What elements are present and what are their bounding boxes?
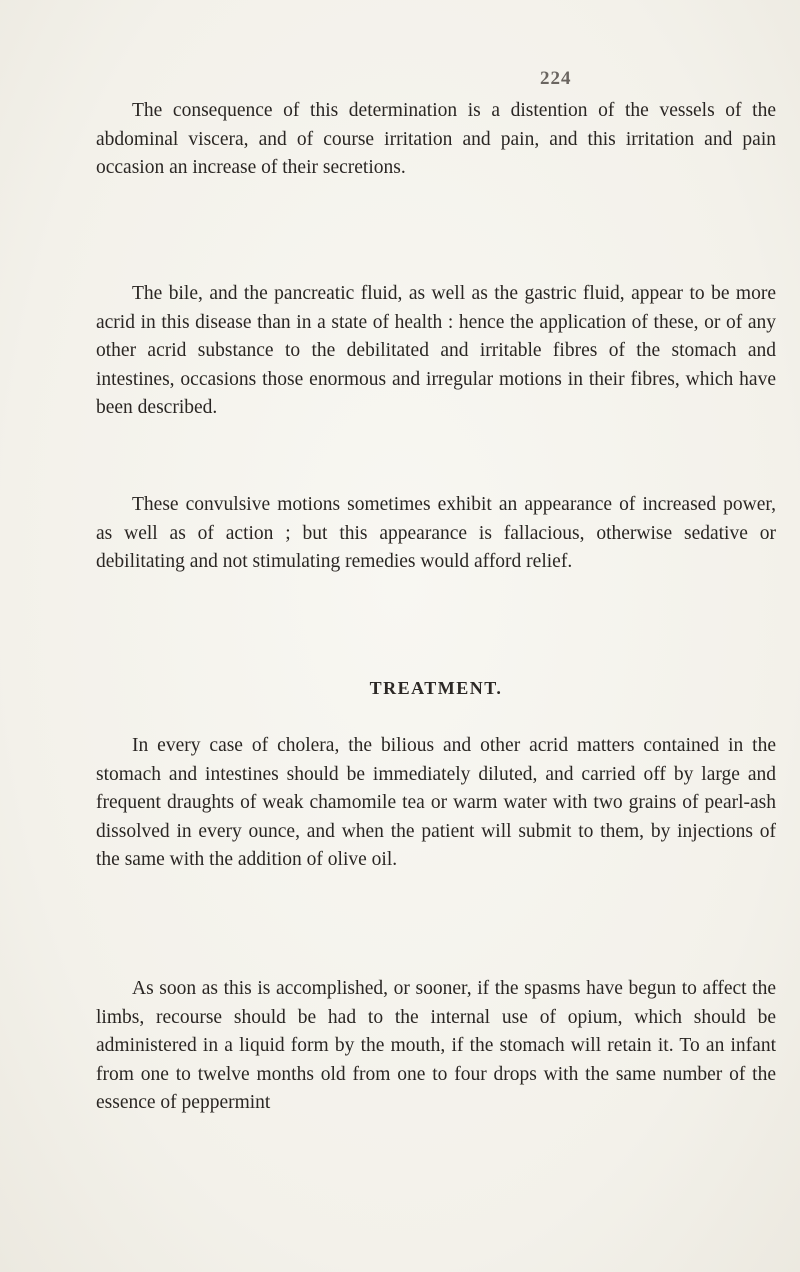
paragraph-opium: As soon as this is accomplished, or sooner, if the spasms have begun to affect the limbs, recourse should be had to the internal use of opium, which should be administered in a liquid form by the mouth, if the stomach will retain it. To an infant from one to twelve months old from one to four drops with the same number of the essence of peppermint — [96, 978, 776, 1113]
paragraph-convulsive-motions: These convulsive motions sometimes exhibit an appearance of increased power, as well as of action ; but this appearance is fallacious, otherwise sedative or debilitating and not stimulating remedies would afford relief. — [96, 494, 776, 572]
page-number: 224 — [540, 68, 572, 89]
paragraph-bile: The bile, and the pancreatic fluid, as well as the gastric fluid, appear to be more acrid in this disease than in a state of health : hence the application of these, or of any other acrid substance to the debilitated and irritable fibres of the stomach and intestines, occasions those enormous and irregular motions in their fibres, which have been described. — [96, 283, 776, 418]
paragraph-treatment-dilution: In every case of cholera, the bilious and other acrid matters contained in the stomach and intestines should be immediately diluted, and carried off by large and frequent draughts of weak chamomile tea or warm water with two grains of pearl-ash dissolved in every ounce, and when the patient will submit to them, by injections of the same with the addition of olive oil. — [96, 735, 776, 870]
section-heading-treatment: TREATMENT. — [369, 678, 503, 698]
paragraph-consequence: The consequence of this determination is a distention of the vessels of the abdominal viscera, and of course irritation and pain, and this irritation and pain occasion an increase of their secretions. — [96, 100, 776, 178]
